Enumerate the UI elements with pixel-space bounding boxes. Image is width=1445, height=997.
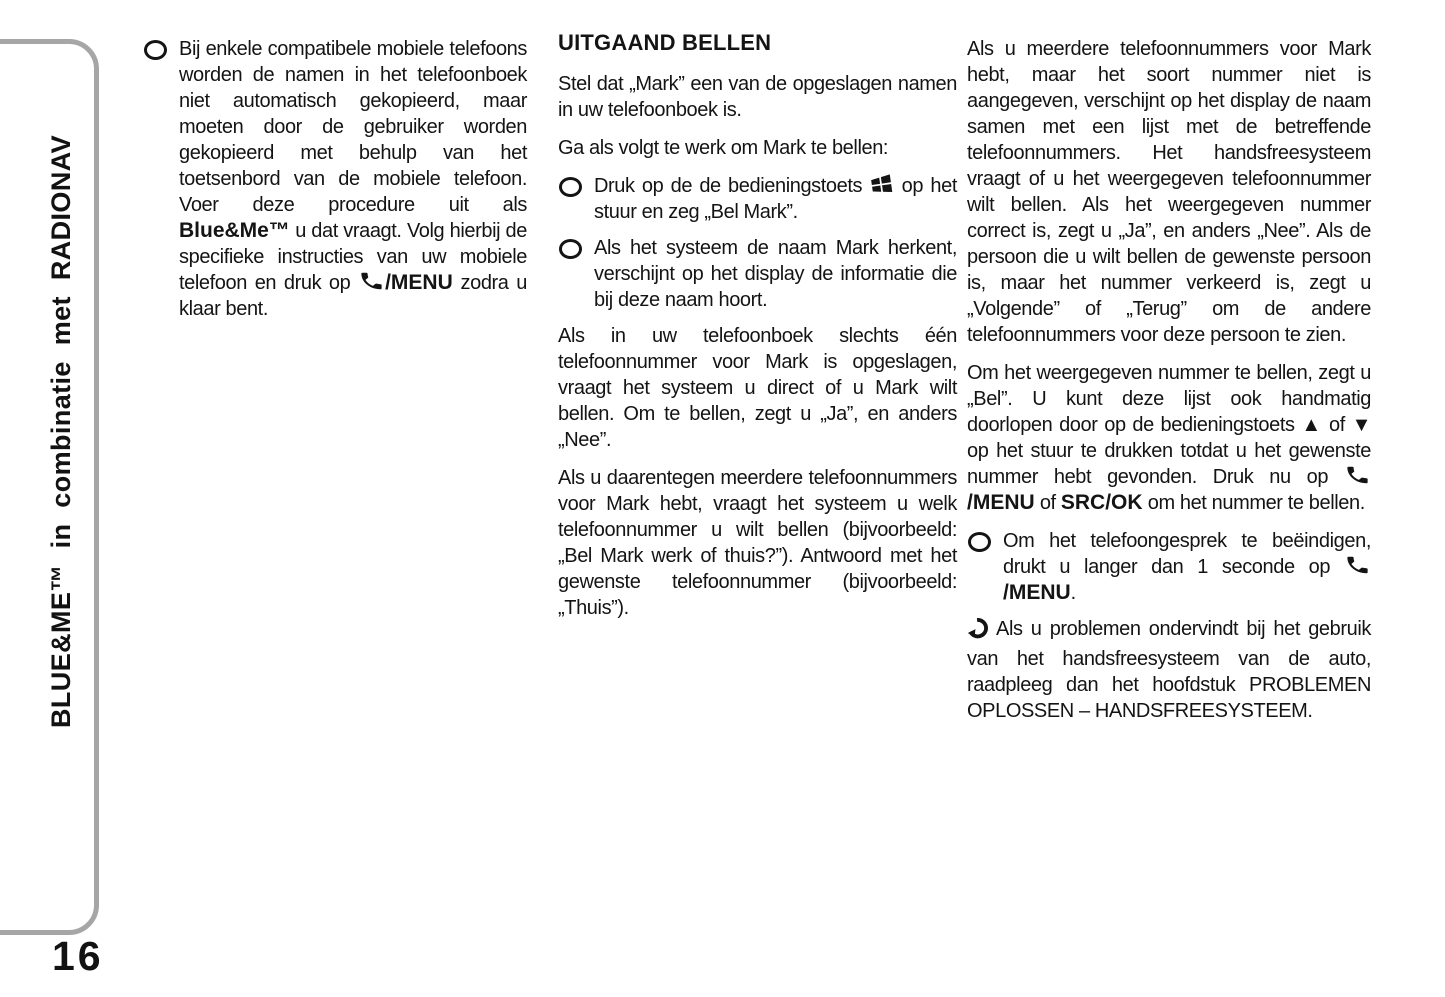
bullet-item bbox=[558, 235, 957, 313]
section-heading: UITGAAND BELLEN bbox=[558, 30, 772, 55]
column-right bbox=[967, 36, 1371, 724]
blueme-brand-label: Blue&Me™ bbox=[179, 219, 290, 242]
bullet-item bbox=[967, 528, 1371, 606]
paragraph: Ga als volgt te werk om Mark te bellen: bbox=[558, 137, 889, 159]
phone-handset-icon bbox=[1344, 464, 1371, 486]
bullet-text-segment: op het stuur en zeg „Bel Mark”. bbox=[594, 175, 957, 223]
windows-flag-icon bbox=[869, 174, 894, 195]
bullet-text-segment: Bij enkele compatibele mobiele telefoons worden de namen in het telefoonboek niet automatisch gekopieerd, maar moeten door de gebruiker worden gekopieerd met behulp van het toetsenbord van de mobiele telefoon. Voer deze procedure uit als bbox=[179, 38, 527, 216]
sidebar-vertical-label: BLUE&ME™ in combinatie met RADIONAV bbox=[46, 134, 76, 728]
bullet-text-segment: Om het telefoongesprek te beëindigen, drukt u langer dan 1 seconde op bbox=[1003, 530, 1371, 578]
page-number: 16 bbox=[52, 933, 104, 979]
open-circle-bullet-icon bbox=[559, 177, 582, 197]
note-text: Als u problemen ondervindt bij het gebruik van het handsfreesysteem van de auto, raadpleeg dan het hoofdstuk PROBLEMEN OPLOSSEN – HANDSFREESYSTEEM. bbox=[967, 618, 1371, 722]
note-arrow-icon bbox=[967, 617, 989, 646]
paragraph: Stel dat „Mark” een van de opgeslagen namen in uw telefoonboek is. bbox=[558, 73, 957, 121]
open-circle-bullet-icon bbox=[144, 40, 167, 60]
bullet-text-segment: zodra u klaar bent. bbox=[179, 272, 527, 320]
paragraph: Als in uw telefoonboek slechts één telefoonnummer voor Mark is opgeslagen, vraagt het systeem u direct of u Mark wilt bellen. Om te bellen, zegt u „Ja”, en anders „Nee”. bbox=[558, 325, 957, 451]
column-middle bbox=[558, 30, 957, 621]
bullet-text-segment: u dat vraagt. Volg hierbij de specifieke instructies van uw mobiele telefoon en druk op bbox=[179, 220, 527, 294]
text-segment: of bbox=[1034, 492, 1061, 514]
bullet-item bbox=[143, 36, 527, 322]
src-ok-button-label: SRC/OK bbox=[1060, 491, 1143, 514]
paragraph: Als u meerdere telefoonnummers voor Mark hebt, maar het soort nummer niet is aangegeven, verschijnt op het display de naam samen met een lijst met de betreffende telefoonnummers. Het handsfreesysteem vraagt of u het weergegeven telefoonnummer wilt bellen. Als het weergegeven nummer correct is, zegt u „Ja”, en anders „Nee”. Als de persoon die u wilt bellen de gewenste persoon is, maar het nummer verkeerd is, zegt u „Volgende” of „Terug” om de andere telefoonnummers voor deze persoon te zien. bbox=[967, 38, 1371, 346]
phone-handset-icon bbox=[1344, 554, 1371, 576]
open-circle-bullet-icon bbox=[968, 532, 991, 552]
menu-button-label: /MENU bbox=[1003, 581, 1071, 604]
paragraph bbox=[967, 360, 1371, 516]
note-paragraph bbox=[967, 616, 1371, 724]
text-segment: om het nummer te bellen. bbox=[1142, 492, 1365, 514]
bullet-text-segment: Druk op de de bedieningstoets bbox=[594, 175, 870, 197]
phone-handset-icon bbox=[358, 270, 385, 292]
menu-button-label: /MENU bbox=[967, 491, 1035, 514]
open-circle-bullet-icon bbox=[559, 239, 582, 259]
bullet-text-segment: Als het systeem de naam Mark herkent, verschijnt op het display de informatie die bij deze naam hoort. bbox=[594, 237, 957, 311]
menu-button-label: /MENU bbox=[385, 271, 453, 294]
paragraph: Als u daarentegen meerdere telefoonnummers voor Mark hebt, vraagt het systeem u welk telefoonnummer u wilt bellen (bijvoorbeeld: „Bel Mark werk of thuis?”). Antwoord met het gewenste telefoonnummer (bijvoorbeeld: „Thuis”). bbox=[558, 467, 957, 619]
bullet-text-segment: . bbox=[1070, 582, 1076, 604]
bullet-item bbox=[558, 173, 957, 225]
column-left bbox=[143, 36, 527, 332]
text-segment: Om het weergegeven nummer te bellen, zegt u „Bel”. U kunt deze lijst ook handmatig doorlopen door op de bedieningstoets ▲ of ▼ op het stuur te drukken totdat u het gewenste nummer hebt gevonden. Druk nu op bbox=[967, 362, 1371, 488]
